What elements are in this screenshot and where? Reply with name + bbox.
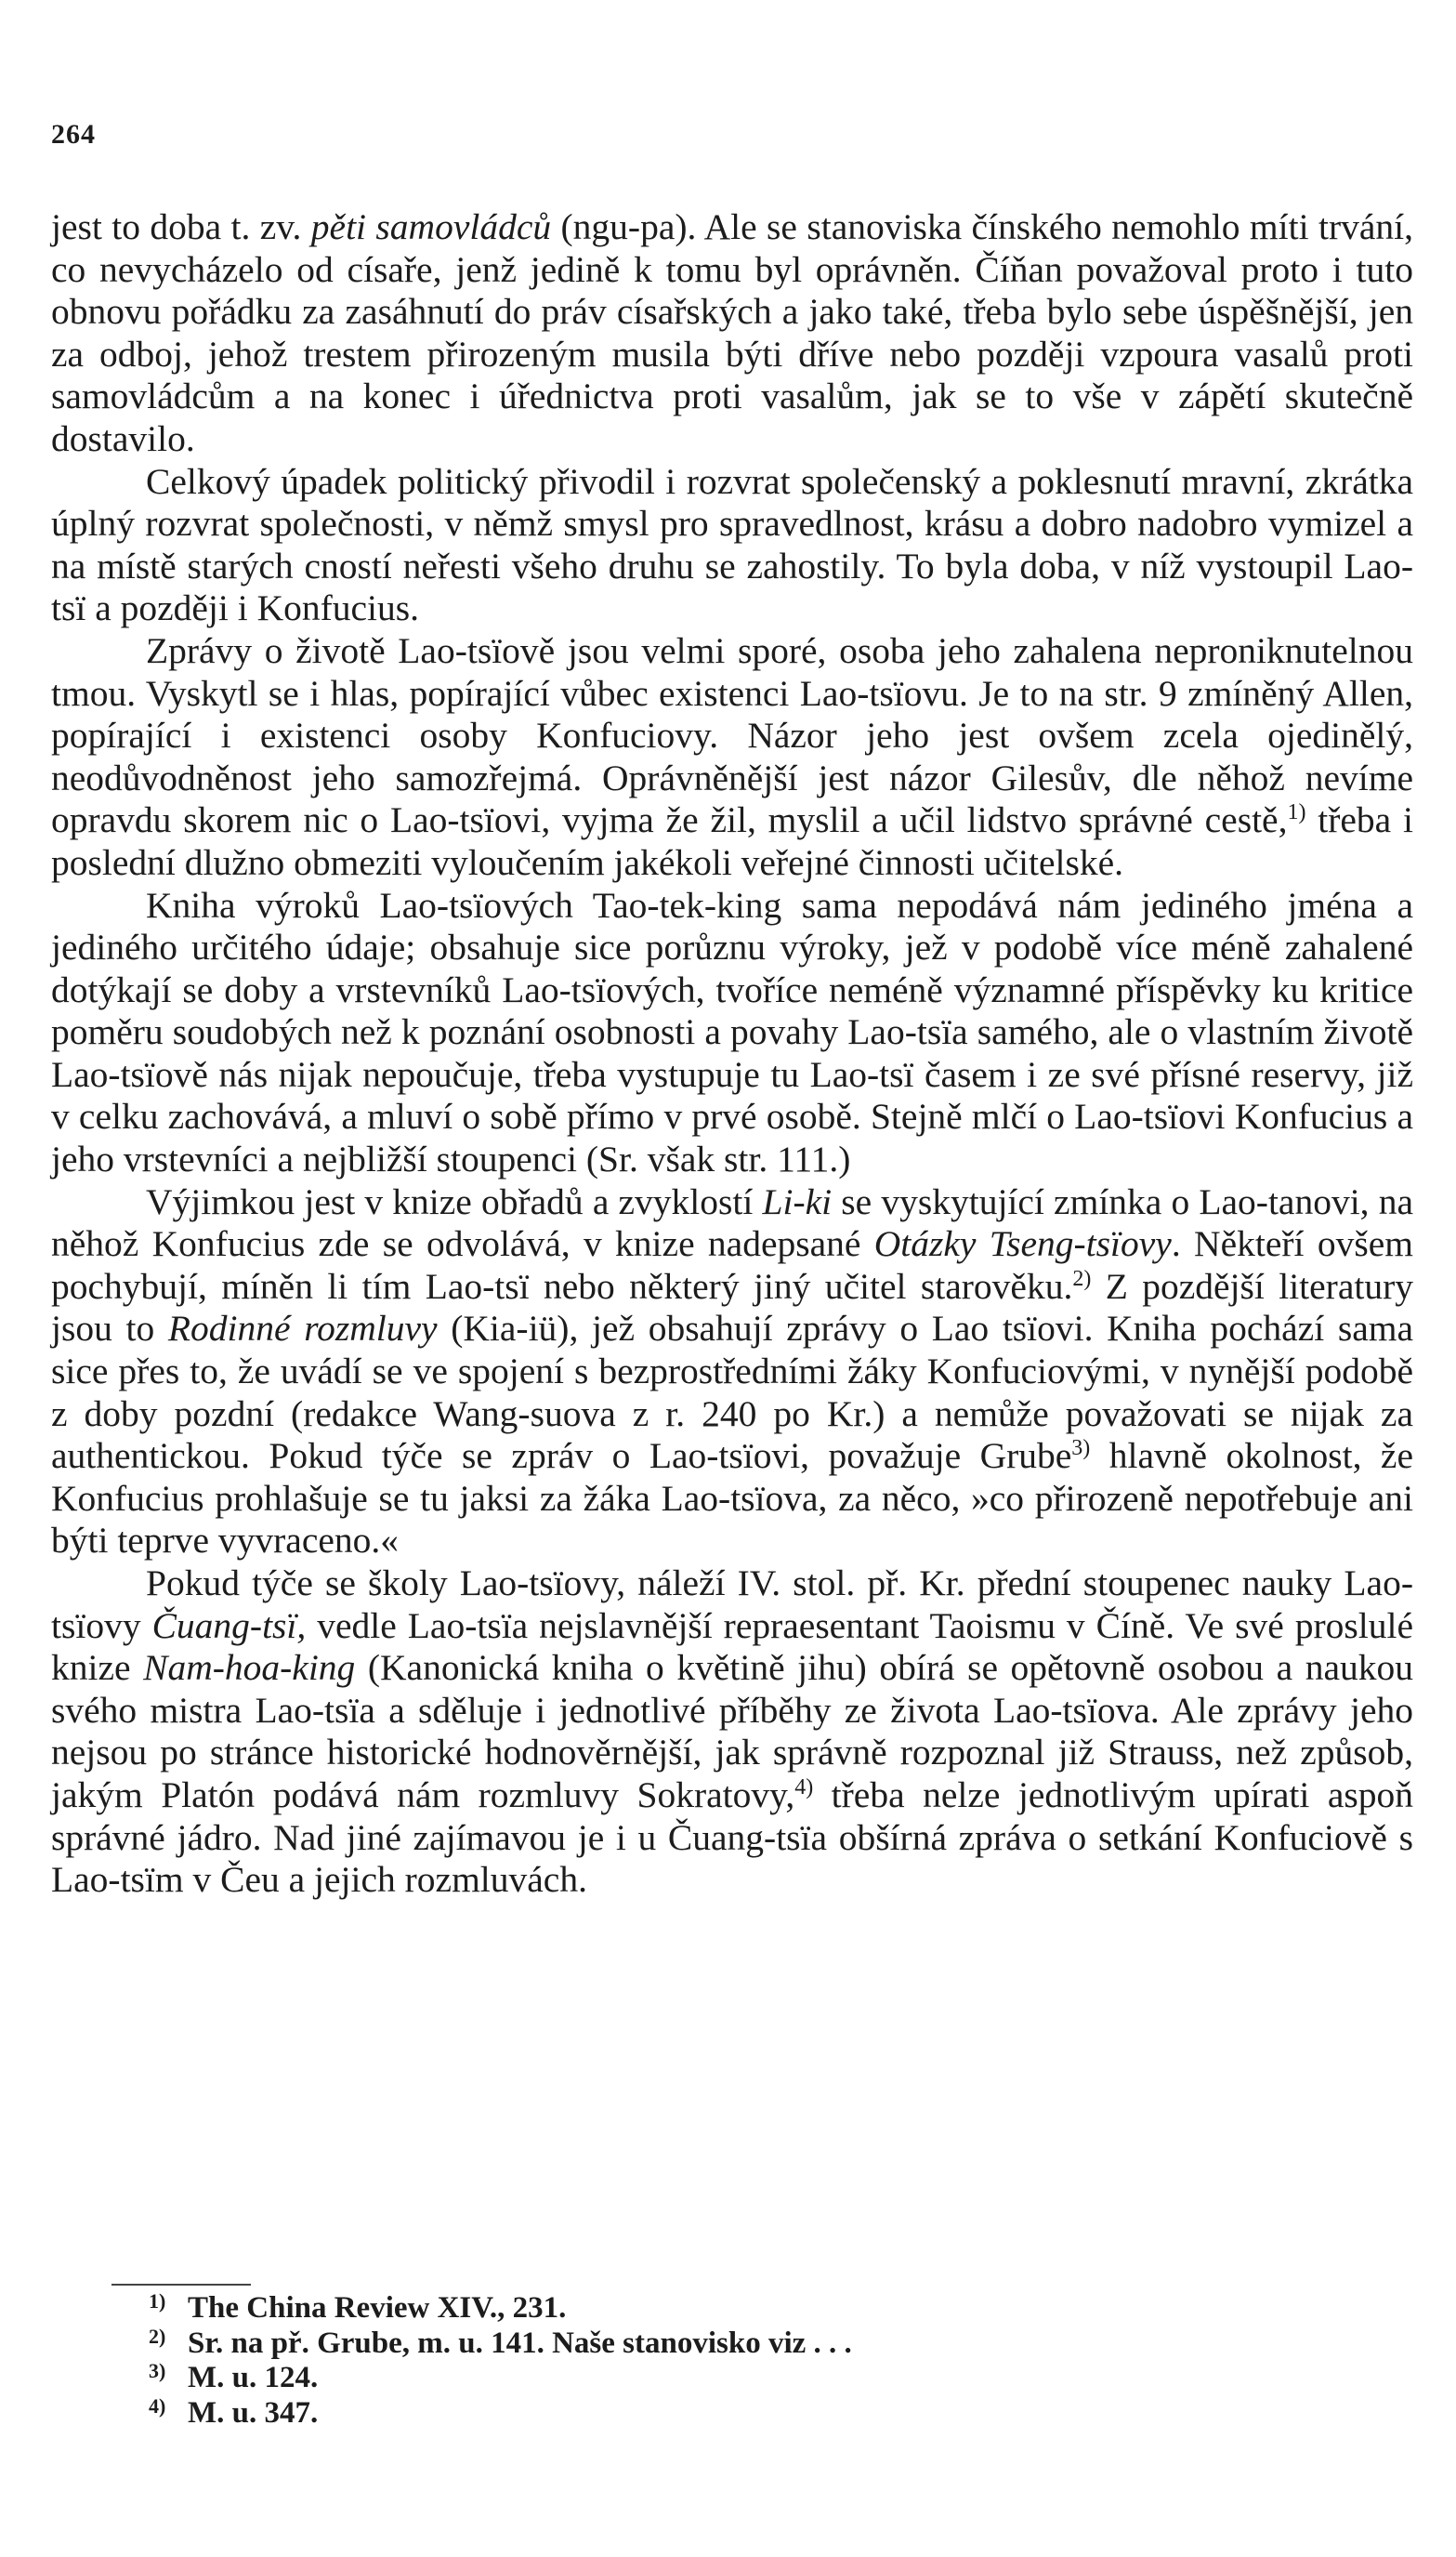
paragraph-2 <box>51 461 1413 630</box>
paragraph-4 <box>51 885 1413 1181</box>
text-run: (Kia-iü), jež obsahují zprávy o Lao tsïovi. Kniha pochází sama sice přes to, že uvádí se ve spojení s bezprostředními žáky Konfuciovými, v nynější podobě z doby pozdní (redakce Wang-suova z r. 240 po Kr.) a nemůže považovati se nijak za authentickou. Pokud týče se zpráv o Lao-tsïovi, považuje Grube <box>51 1308 1414 1477</box>
text-run: Zprávy o životě Lao-tsïově jsou velmi sporé, osoba jeho zahalena neproniknutelnou tmou. Vyskytl se i hlas, popírající vůbec existenci Lao-tsïovu. Je to na str. 9 zmíněný Allen, popírající i existenci osoby Konfuciovy. Názor jeho jest ovšem zcela ojedinělý, neodůvodněnost jeho samozřejmá. Oprávněnější jest názor Gilesův, dle něhož nevíme opravdu skorem nic o Lao-tsïovi, vyjma že žil, myslil a učil lidstvo správné cestě, <box>51 629 1413 841</box>
italic-term: Čuang-tsï, <box>151 1604 307 1646</box>
text-run: Pokud týče se školy Lao-tsïovy, náleží IV. stol. př. Kr. přední stoupenec nauky Lao-tsïovy <box>51 1562 1413 1646</box>
text-run: hlavně okolnost, že Konfucius prohlašuje se tu jaksi za žáka Lao-tsïova, za něco, »co přirozeně nepotřebuje ani býti teprve vyvraceno.« <box>51 1435 1413 1562</box>
paragraph-3 <box>51 630 1413 885</box>
footnote-2: 2) Sr. na př. Grube, m. u. 141. Naše stanovisko viz . . . <box>149 2324 852 2360</box>
text-run: Výjimkou jest v knize obřadů a zvyklostí <box>146 1180 763 1222</box>
italic-term: Rodinné rozmluvy <box>167 1308 438 1350</box>
text-run: Celkový úpadek politický přivodil i rozvrat společenský a poklesnutí mravní, zkrátka úplný rozvrat společnosti, v němž smysl pro spravedlnost, krásu a dobro nadobro vymizel a na místě starých cností neřesti všeho druhu se zahostily. To byla doba, v níž vystoupil Lao-tsï a později i Konfucius. <box>51 460 1413 629</box>
text-run: třeba nelze jednotlivým upírati aspoň správné jádro. Nad jiné zajímavou je i u Čuang-tsïa obšírná zpráva o setkání Konfuciově s Lao-tsïm v Čeu a jejich rozmluvách. <box>51 1773 1413 1901</box>
text-run: se vyskytující zmínka o Lao-tanovi, na něhož Konfucius zde se odvolává, v knize nadepsané <box>51 1180 1414 1265</box>
text-run: Z pozdější literatury jsou to <box>51 1265 1413 1350</box>
paragraph-5 <box>51 1181 1413 1562</box>
footnote-4: 4) M. u. 347. <box>149 2393 319 2430</box>
footnote-text: M. u. 347. <box>188 2395 319 2430</box>
footnote-3: 3) M. u. 124. <box>149 2359 319 2394</box>
paragraph-6 <box>51 1562 1413 1902</box>
text-run: vedle Lao-tsïa nejslavnější repraesentant Taoismu v Číně. Ve své proslulé knize <box>51 1604 1413 1689</box>
footnote-1: 1) The China Review XIV., 231. <box>149 2289 567 2325</box>
footnote-reference: 3) <box>1071 1436 1091 1461</box>
text-run: Kniha výroků Lao-tsïových Tao-tek-king sama nepodává nám jediného jména a jediného určitého údaje; obsahuje sice porůznu výroky, jež v podobě více méně zahalené dotýkají se doby a vrstevníků Lao-tsïových, tvoříce neméně významné příspěvky ku kritice poměru soudobých než k poznání osobnosti a povahy Lao-tsïa samého, ale o vlastním životě Lao-tsïově nás nijak nepoučuje, třeba vystupuje tu Lao-tsï časem i ze své přísné reservy, již v celku zachovává, a mluví o sobě přímo v prvé osobě. Stejně mlčí o Lao-tsïovi Konfucius a jeho vrstevníci a nejbližší stoupenci (Sr. však str. 111.) <box>51 884 1413 1180</box>
footnote-text: The China Review XIV., 231. <box>188 2291 567 2325</box>
footnotes <box>149 2291 852 2431</box>
text-run: jest to doba t. zv. <box>51 206 311 247</box>
main-text <box>51 206 1413 1902</box>
page-number: 264 <box>51 119 96 150</box>
text-run: . Někteří ovšem pochybují, míněn li tím Lao-tsï nebo některý jiný učitel starověku. <box>51 1223 1413 1307</box>
italic-term: Li-ki <box>762 1180 833 1222</box>
footnote-reference: 1) <box>1287 800 1306 825</box>
text-run: (ngu-pa). Ale se stanoviska čínského nemohlo míti trvání, co nevycházelo od císaře, jenž jedině k tomu byl oprávněn. Číňan považoval proto i tuto obnovu pořádku za zasáhnutí do práv císařských a jako také, třeba bylo sebe úspěšnější, jen za odboj, jehož trestem přirozeným musila býti dříve nebo později vzpoura vasalů proti samovládcům a na konec i úřednictva proti vasalům, jak se to vše v zápětí skutečně dostavilo. <box>51 206 1413 459</box>
footnote-text: Sr. na př. Grube, m. u. 141. Naše stanovisko viz . . . <box>188 2326 852 2360</box>
text-run: (Kanonická kniha o květině jihu) obírá se opětovně osobou a naukou svého mistra Lao-tsïa a sděluje i jednotlivé příběhy ze života Lao-tsïova. Ale zprávy jeho nejsou po stránce historické hodnověrnější, jak správně rozpoznal již Strauss, než způsob, jakým Platón podává nám rozmluvy Sokratovy, <box>51 1647 1413 1815</box>
footnote-reference: 2) <box>1072 1266 1092 1291</box>
italic-term: pěti samovládců <box>310 206 552 247</box>
italic-term: Nam-hoa-king <box>143 1647 356 1689</box>
footnote-reference: 4) <box>794 1774 814 1799</box>
paragraph-1 <box>51 206 1413 461</box>
text-run: třeba i poslední dlužno obmeziti vyloučením jakékoli veřejné činnosti učitelské. <box>51 799 1414 883</box>
italic-term: Otázky Tseng-tsïovy <box>873 1223 1172 1265</box>
footnote-divider <box>111 2284 251 2286</box>
footnote-text: M. u. 124. <box>188 2361 319 2394</box>
